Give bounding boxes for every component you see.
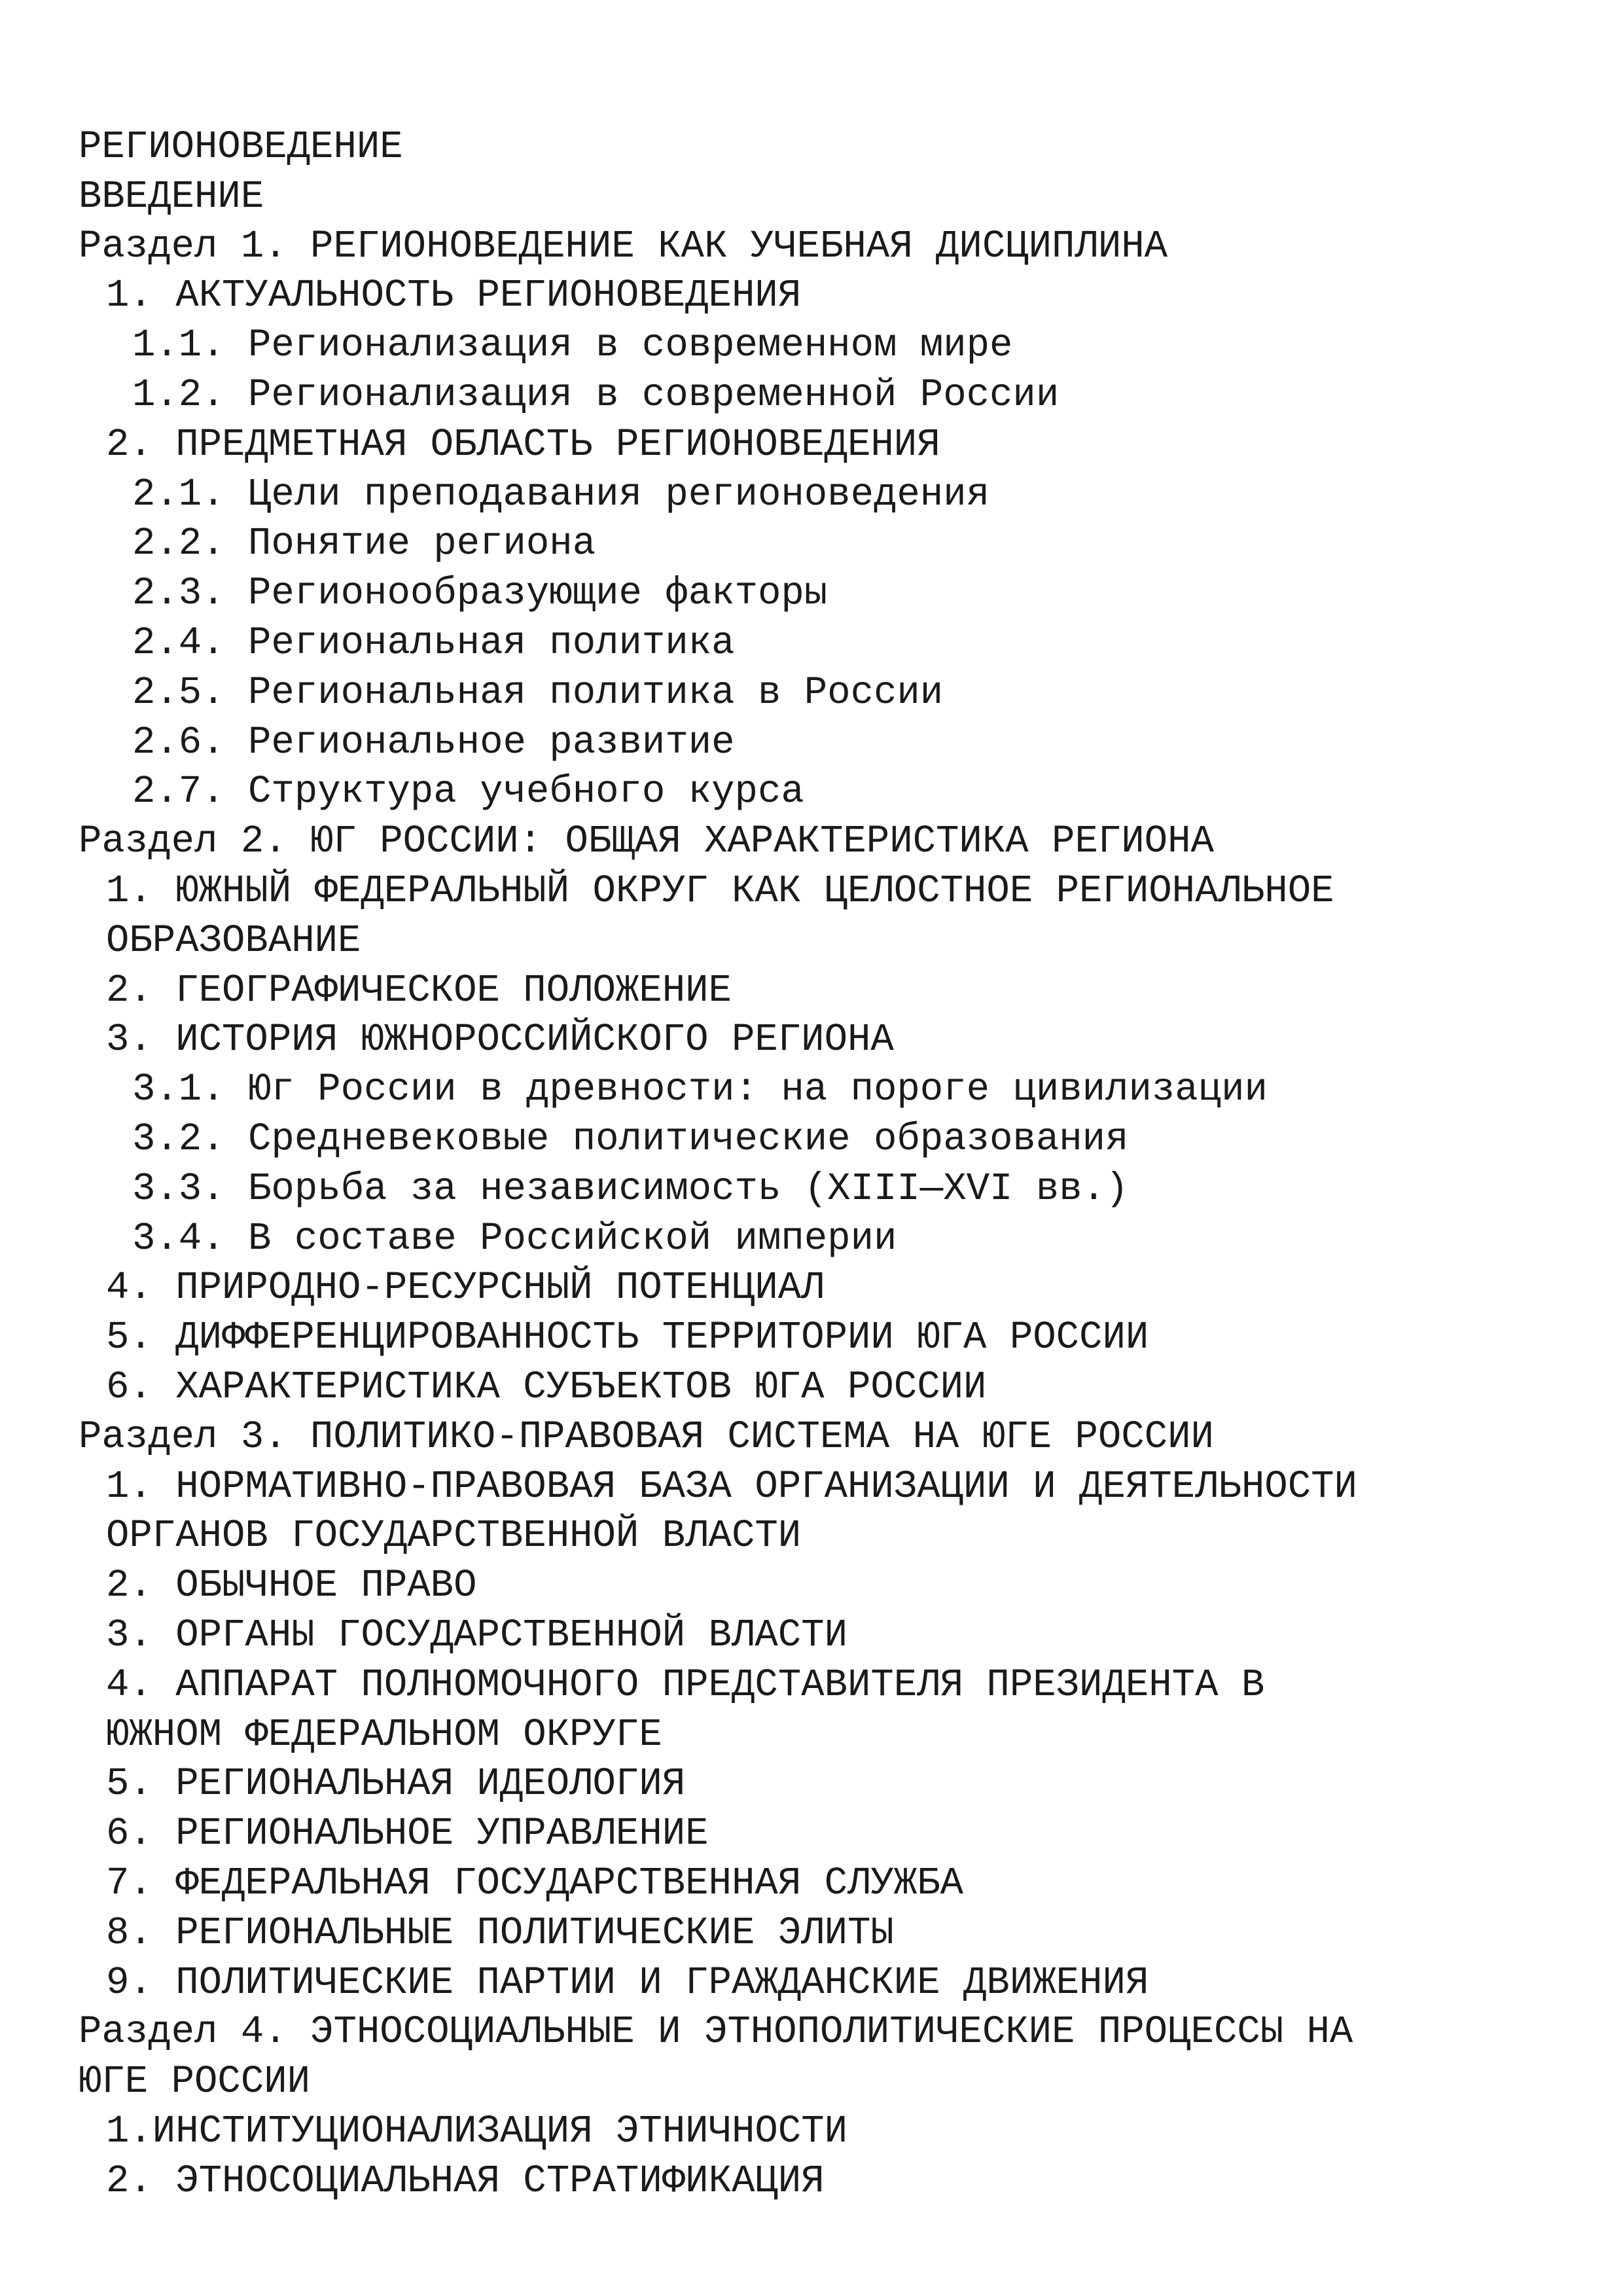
toc-line: 2. ПРЕДМЕТНАЯ ОБЛАСТЬ РЕГИОНОВЕДЕНИЯ bbox=[106, 422, 940, 467]
toc-line: Раздел 3. ПОЛИТИКО-ПРАВОВАЯ СИСТЕМА НА ЮГЕ РОССИИ bbox=[79, 1414, 1214, 1459]
toc-line: 1. ЮЖНЫЙ ФЕДЕРАЛЬНЫЙ ОКРУГ КАК ЦЕЛОСТНОЕ РЕГИОНАЛЬНОЕ bbox=[106, 869, 1334, 913]
toc-line: 5. ДИФФЕРЕНЦИРОВАННОСТЬ ТЕРРИТОРИИ ЮГА РОССИИ bbox=[106, 1316, 1149, 1360]
toc-line: 6. ХАРАКТЕРИСТИКА СУБЪЕКТОВ ЮГА РОССИИ bbox=[106, 1365, 987, 1409]
toc-line: 3.1. Юг России в древности: на пороге цивилизации bbox=[132, 1067, 1268, 1112]
toc-line: РЕГИОНОВЕДЕНИЕ bbox=[79, 125, 403, 169]
toc-line: Раздел 2. ЮГ РОССИИ: ОБЩАЯ ХАРАКТЕРИСТИКА РЕГИОНА bbox=[79, 819, 1214, 864]
toc-line: 3. ИСТОРИЯ ЮЖНОРОССИЙСКОГО РЕГИОНА bbox=[106, 1018, 894, 1062]
toc-line: 8. РЕГИОНАЛЬНЫЕ ПОЛИТИЧЕСКИЕ ЭЛИТЫ bbox=[106, 1910, 894, 1955]
toc-line: 2.2. Понятие региона bbox=[132, 522, 596, 566]
toc-line: 4. ПРИРОДНО-РЕСУРСНЫЙ ПОТЕНЦИАЛ bbox=[106, 1266, 825, 1310]
toc-line: 1.ИНСТИТУЦИОНАЛИЗАЦИЯ ЭТНИЧНОСТИ bbox=[106, 2109, 847, 2153]
toc-line: Раздел 1. РЕГИОНОВЕДЕНИЕ КАК УЧЕБНАЯ ДИСЦИПЛИНА bbox=[79, 224, 1168, 268]
toc-line: 5. РЕГИОНАЛЬНАЯ ИДЕОЛОГИЯ bbox=[106, 1762, 686, 1806]
toc-line: ЮЖНОМ ФЕДЕРАЛЬНОМ ОКРУГЕ bbox=[106, 1712, 662, 1757]
toc-line: ОРГАНОВ ГОСУДАРСТВЕННОЙ ВЛАСТИ bbox=[106, 1514, 802, 1558]
toc-line: ОБРАЗОВАНИЕ bbox=[106, 918, 361, 963]
toc-line: 2.6. Региональное развитие bbox=[132, 720, 735, 764]
toc-line: 2. ОБЫЧНОЕ ПРАВО bbox=[106, 1564, 477, 1608]
toc-line: 3.2. Средневековые политические образования bbox=[132, 1117, 1129, 1161]
toc-line: 2.3. Регионообразующие факторы bbox=[132, 571, 828, 616]
toc-line: 2. ЭТНОСОЦИАЛЬНАЯ СТРАТИФИКАЦИЯ bbox=[106, 2159, 825, 2203]
toc-line: 2. ГЕОГРАФИЧЕСКОЕ ПОЛОЖЕНИЕ bbox=[106, 968, 732, 1013]
toc-line: 7. ФЕДЕРАЛЬНАЯ ГОСУДАРСТВЕННАЯ СЛУЖБА bbox=[106, 1861, 964, 1905]
toc-line: 1. НОРМАТИВНО-ПРАВОВАЯ БАЗА ОРГАНИЗАЦИИ И ДЕЯТЕЛЬНОСТИ bbox=[106, 1464, 1357, 1509]
toc-line: 6. РЕГИОНАЛЬНОЕ УПРАВЛЕНИЕ bbox=[106, 1812, 709, 1856]
toc-line: 3.4. В составе Российской империи bbox=[132, 1216, 897, 1261]
toc-line: 1.2. Регионализация в современной России bbox=[132, 373, 1060, 417]
toc-line: 2.5. Региональная политика в России bbox=[132, 670, 944, 715]
toc-line: 4. АППАРАТ ПОЛНОМОЧНОГО ПРЕДСТАВИТЕЛЯ ПРЕЗИДЕНТА В bbox=[106, 1662, 1265, 1707]
toc-line: 3.3. Борьба за независимость (XIII—XVI вв.) bbox=[132, 1166, 1129, 1211]
toc-line: 3. ОРГАНЫ ГОСУДАРСТВЕННОЙ ВЛАСТИ bbox=[106, 1613, 847, 1657]
toc-line: 2.4. Региональная политика bbox=[132, 621, 735, 665]
toc-line: ЮГЕ РОССИИ bbox=[79, 2060, 311, 2104]
toc-line: 1. АКТУАЛЬНОСТЬ РЕГИОНОВЕДЕНИЯ bbox=[106, 274, 802, 318]
toc-line: 2.1. Цели преподавания регионоведения bbox=[132, 472, 990, 516]
toc-line: 2.7. Структура учебного курса bbox=[132, 770, 804, 814]
toc-line: 9. ПОЛИТИЧЕСКИЕ ПАРТИИ И ГРАЖДАНСКИЕ ДВИЖЕНИЯ bbox=[106, 1960, 1149, 2005]
toc-line: Раздел 4. ЭТНОСОЦИАЛЬНЫЕ И ЭТНОПОЛИТИЧЕСКИЕ ПРОЦЕССЫ НА bbox=[79, 2010, 1353, 2054]
toc-line: 1.1. Регионализация в современном мире bbox=[132, 323, 1013, 368]
toc-line: ВВЕДЕНИЕ bbox=[79, 174, 264, 219]
